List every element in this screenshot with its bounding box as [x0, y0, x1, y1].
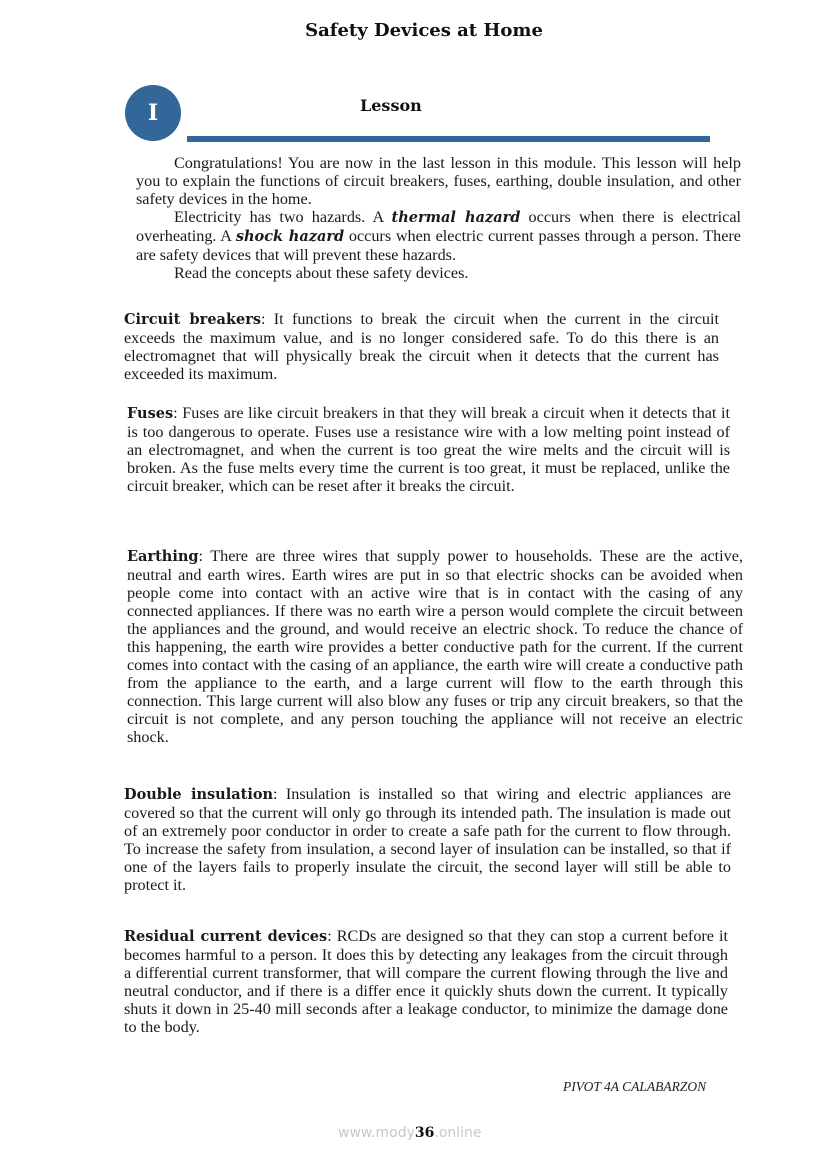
intro-paragraph-3: Read the concepts about these safety devices. [174, 264, 469, 282]
thermal-hazard-term: thermal hazard [391, 209, 521, 226]
lesson-number-badge [125, 85, 181, 141]
shock-hazard-term: shock hazard [235, 228, 345, 245]
section-double-insulation [124, 785, 731, 894]
lesson-divider-bar [187, 136, 710, 142]
section-text: : There are three wires that supply power to households. These are the active, neutral and earth wires. Earth wires are put in so that electric shocks can be avoided when people come into contact with an active wire that is in contact with the casing of any connected appliances. If there was no earth wire a person would complete the circuit between the appliances and the ground, and would receive an electric shock. To reduce the chance of this happening, the earth wire provides a better conductive path for the current. If the current comes into contact with the casing of an appliance, the earth wire will create a conductive path from the appliance to the earth, and a large current will flow to the earth through this connection. This large current will also blow any fuses or trip any circuit breakers, so that the circuit is not complete, and any person touching the appliance will not receive an electric shock. [127, 547, 743, 746]
lesson-heading: Lesson [360, 96, 422, 115]
page-title: Safety Devices at Home [305, 20, 543, 41]
section-term: Fuses [127, 405, 174, 422]
watermark-left: www.mody [338, 1125, 415, 1141]
intro-text: Electricity has two hazards. A [174, 208, 392, 226]
section-text: : It functions to break the circuit when the current in the circuit exceeds the maximum value, and is no longer considered safe. To do this there is an electromagnet that will physically break the circuit when it detects that the current has exceeded its maximum. [124, 310, 719, 383]
section-term: Earthing [127, 548, 199, 565]
section-text: : Fuses are like circuit breakers in that they will break a circuit when it detects that it is too dangerous to operate. Fuses use a resistance wire with a low melting point instead of an electromagnet, and when the current is too great the wire melts and the circuit will is broken. As the fuse melts every time the current is too great, it must be replaced, unlike the circuit breaker, which can be reset after it breaks the circuit. [127, 404, 730, 495]
intro-paragraph-1: Congratulations! You are now in the last lesson in this module. This lesson will help you to explain the functions of circuit breakers, fuses, earthing, double insulation, and other safety devices in the home. [136, 154, 741, 208]
intro-text: occurs when there is electrical overheating. A [136, 208, 742, 245]
intro-text: occurs when electric current passes through a person. There are safety devices that will prevent these hazards. [136, 227, 741, 264]
section-term: Residual current devices [124, 928, 328, 945]
section-residual-current-devices [124, 927, 728, 1036]
page-number: 36 [414, 1125, 435, 1141]
watermark-right: .online [434, 1125, 482, 1141]
intro-paragraph-2 [136, 208, 741, 264]
section-text: : RCDs are designed so that they can stop a current before it becomes harmful to a person. It does this by detecting any leakages from the circuit through a differential current transformer, that will compare the current flowing through the live and neutral conductor, and if there is a differ ence it quickly shuts down the current. It typically shuts it down in 25-40 mill seconds after a leakage conductor, to minimize the damage done to the body. [124, 927, 728, 1036]
section-term: Double insulation [124, 786, 274, 803]
section-term: Circuit breakers [124, 311, 262, 328]
section-text: : Insulation is installed so that wiring and electric appliances are covered so that the current will only go through its intended path. The insulation is made out of an extremely poor conductor in order to create a safe path for the current to flow through. To increase the safety from insulation, a second layer of insulation can be installed, so that if one of the layers fails to properly insulate the circuit, the second layer will still be able to protect it. [124, 785, 731, 894]
watermark [338, 1125, 482, 1141]
section-circuit-breakers [124, 310, 719, 383]
section-fuses [127, 404, 730, 495]
lesson-number: I [147, 100, 159, 126]
intro-section [136, 154, 741, 282]
footer-organization: PIVOT 4A CALABARZON [563, 1079, 707, 1094]
section-earthing [127, 547, 743, 746]
